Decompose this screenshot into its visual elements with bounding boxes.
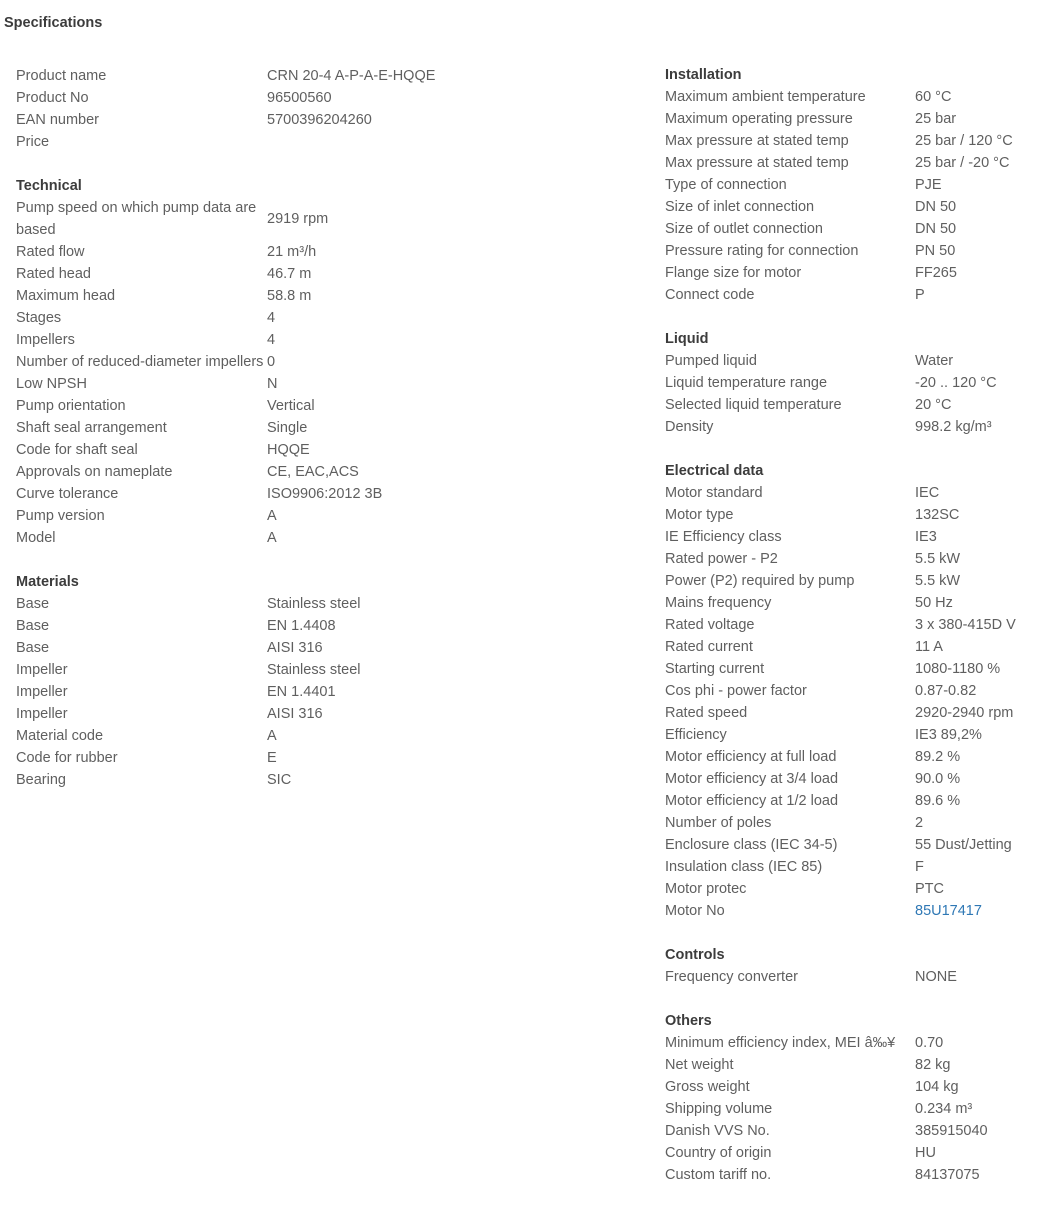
spec-row	[665, 1076, 1045, 1098]
right-spec-column	[665, 64, 1045, 1208]
spec-label: Stages	[16, 310, 62, 326]
motor-number-link[interactable]: 85U17417	[915, 903, 982, 919]
spec-row	[16, 65, 576, 87]
spec-row	[665, 592, 1045, 614]
section-title: Others	[665, 1013, 712, 1029]
spec-row	[16, 593, 576, 615]
spec-label: Rated flow	[16, 244, 85, 260]
spec-row	[665, 636, 1045, 658]
spec-value: 25 bar / 120 °C	[915, 133, 1013, 149]
spec-label: Type of connection	[665, 177, 787, 193]
spec-row	[16, 197, 576, 241]
spec-value: P	[915, 287, 925, 303]
spec-value: 89.6 %	[915, 793, 961, 809]
spec-value: 25 bar / -20 °C	[915, 155, 1010, 171]
spec-value: Stainless steel	[267, 596, 361, 612]
spec-value: IE3 89,2%	[915, 727, 982, 743]
section-title: Liquid	[665, 331, 709, 347]
spec-value: 5.5 kW	[915, 573, 961, 589]
spec-value: Water	[915, 353, 954, 369]
spec-value: IE3	[915, 529, 937, 545]
spec-row	[16, 703, 576, 725]
spec-label: Base	[16, 596, 50, 612]
spec-label: Motor protec	[665, 881, 747, 897]
spec-label: Rated speed	[665, 705, 748, 721]
section-materials	[16, 571, 576, 791]
spec-row	[665, 702, 1045, 724]
section-title: Materials	[16, 574, 79, 590]
spec-row	[16, 681, 576, 703]
spec-label: Impeller	[16, 684, 68, 700]
spec-label: Max pressure at stated temp	[665, 133, 849, 149]
spec-label: Liquid temperature range	[665, 375, 828, 391]
spec-label: Model	[16, 530, 56, 546]
spec-label: Maximum ambient temperature	[665, 89, 866, 105]
section-others	[665, 1010, 1045, 1186]
spec-row	[665, 834, 1045, 856]
spec-label: Code for shaft seal	[16, 442, 138, 458]
spec-row	[16, 87, 576, 109]
spec-value: 55 Dust/Jetting	[915, 837, 1012, 853]
page-title: Specifications	[4, 15, 103, 31]
spec-row	[665, 108, 1045, 130]
spec-value: 0	[267, 354, 276, 370]
spec-value: 5700396204260	[267, 112, 372, 128]
spec-row	[16, 527, 576, 549]
spec-value: 0.87-0.82	[915, 683, 977, 699]
section-technical	[16, 175, 576, 549]
spec-label: Efficiency	[665, 727, 727, 743]
spec-value: 2919 rpm	[267, 211, 329, 227]
spec-label: Approvals on nameplate	[16, 464, 173, 480]
spec-value: 58.8 m	[267, 288, 312, 304]
spec-row	[665, 548, 1045, 570]
spec-label: Number of poles	[665, 815, 772, 831]
spec-label: Low NPSH	[16, 376, 87, 392]
spec-row	[16, 263, 576, 285]
spec-label: Motor efficiency at 1/2 load	[665, 793, 839, 809]
spec-value: 84137075	[915, 1167, 980, 1183]
spec-label: Danish VVS No.	[665, 1123, 770, 1139]
section-general	[16, 65, 576, 153]
spec-label: Pump version	[16, 508, 105, 524]
spec-value: HQQE	[267, 442, 310, 458]
spec-value: -20 .. 120 °C	[915, 375, 997, 391]
left-spec-column	[16, 65, 576, 813]
spec-label: Country of origin	[665, 1145, 772, 1161]
spec-row	[16, 637, 576, 659]
spec-value: A	[267, 728, 277, 744]
spec-label: Product name	[16, 68, 107, 84]
spec-value: 2	[915, 815, 924, 831]
spec-row	[665, 658, 1045, 680]
spec-value: 4	[267, 332, 276, 348]
section-controls	[665, 944, 1045, 988]
spec-value: A	[267, 508, 277, 524]
spec-value: 132SC	[915, 507, 960, 523]
spec-value: 1080-1180 %	[915, 661, 1001, 677]
spec-row	[16, 241, 576, 263]
section-title: Technical	[16, 178, 82, 194]
spec-row	[665, 174, 1045, 196]
spec-label: Rated voltage	[665, 617, 755, 633]
spec-row	[665, 1164, 1045, 1186]
spec-row	[665, 504, 1045, 526]
spec-row	[665, 262, 1045, 284]
section-installation	[665, 64, 1045, 306]
spec-label: Rated power - P2	[665, 551, 778, 567]
section-title: Controls	[665, 947, 725, 963]
spec-row	[665, 856, 1045, 878]
spec-value: DN 50	[915, 221, 957, 237]
spec-row	[665, 416, 1045, 438]
spec-value: 4	[267, 310, 276, 326]
spec-row	[16, 615, 576, 637]
section-title: Installation	[665, 67, 742, 83]
spec-row	[665, 86, 1045, 108]
spec-row	[16, 285, 576, 307]
spec-value: 2920-2940 rpm	[915, 705, 1014, 721]
spec-row	[16, 373, 576, 395]
spec-row	[16, 505, 576, 527]
spec-row	[16, 659, 576, 681]
spec-value: NONE	[915, 969, 957, 985]
spec-label: Motor No	[665, 903, 725, 919]
spec-label: Impeller	[16, 662, 68, 678]
spec-value: 82 kg	[915, 1057, 951, 1073]
spec-label: Insulation class (IEC 85)	[665, 859, 823, 875]
spec-value: 20 °C	[915, 397, 952, 413]
spec-value: 89.2 %	[915, 749, 961, 765]
spec-row	[665, 570, 1045, 592]
spec-row	[665, 1142, 1045, 1164]
spec-label: Base	[16, 640, 50, 656]
spec-row	[16, 109, 576, 131]
spec-label: Impellers	[16, 332, 75, 348]
spec-value: AISI 316	[267, 706, 323, 722]
spec-label: Selected liquid temperature	[665, 397, 842, 413]
spec-row	[665, 196, 1045, 218]
spec-row	[16, 307, 576, 329]
spec-value: DN 50	[915, 199, 957, 215]
spec-row	[665, 724, 1045, 746]
spec-row	[16, 769, 576, 791]
spec-label: Connect code	[665, 287, 755, 303]
spec-value: Stainless steel	[267, 662, 361, 678]
spec-value: Single	[267, 420, 308, 436]
spec-row	[16, 461, 576, 483]
spec-value: Vertical	[267, 398, 315, 414]
spec-value: 60 °C	[915, 89, 952, 105]
spec-value: CE, EAC,ACS	[267, 464, 359, 480]
spec-label: Motor standard	[665, 485, 763, 501]
spec-label: Shipping volume	[665, 1101, 773, 1117]
spec-row	[16, 747, 576, 769]
spec-row	[665, 526, 1045, 548]
spec-row	[665, 746, 1045, 768]
spec-row	[16, 131, 576, 153]
spec-label: Maximum head	[16, 288, 116, 304]
spec-value: AISI 316	[267, 640, 323, 656]
spec-label: Rated head	[16, 266, 91, 282]
spec-label: Enclosure class (IEC 34-5)	[665, 837, 838, 853]
spec-label: Mains frequency	[665, 595, 772, 611]
spec-value: CRN 20-4 A-P-A-E-HQQE	[267, 68, 436, 84]
spec-value: 0.70	[915, 1035, 944, 1051]
spec-label: Size of outlet connection	[665, 221, 823, 237]
spec-row	[16, 439, 576, 461]
spec-value: 3 x 380-415D V	[915, 617, 1016, 633]
spec-row	[665, 394, 1045, 416]
section-electrical-data	[665, 460, 1045, 922]
spec-row	[665, 1054, 1045, 1076]
spec-label: EAN number	[16, 112, 100, 128]
spec-value: IEC	[915, 485, 940, 501]
section-liquid	[665, 328, 1045, 438]
spec-value: ISO9906:2012 3B	[267, 486, 383, 502]
spec-label: Bearing	[16, 772, 66, 788]
spec-value: 46.7 m	[267, 266, 312, 282]
spec-value: PN 50	[915, 243, 956, 259]
spec-row	[665, 350, 1045, 372]
spec-label: Minimum efficiency index, MEI â‰¥	[665, 1035, 896, 1051]
spec-label: Max pressure at stated temp	[665, 155, 849, 171]
spec-row	[16, 351, 576, 373]
spec-label: Material code	[16, 728, 104, 744]
spec-row	[16, 483, 576, 505]
spec-value: HU	[915, 1145, 936, 1161]
spec-row	[665, 768, 1045, 790]
spec-row	[665, 790, 1045, 812]
spec-row	[665, 1032, 1045, 1054]
spec-row	[665, 680, 1045, 702]
spec-value: 96500560	[267, 90, 332, 106]
spec-label: Density	[665, 419, 714, 435]
spec-row	[665, 130, 1045, 152]
spec-label: Rated current	[665, 639, 753, 655]
spec-row	[16, 417, 576, 439]
spec-label: Pressure rating for connection	[665, 243, 859, 259]
spec-row	[665, 878, 1045, 900]
spec-value: PTC	[915, 881, 944, 897]
spec-value: A	[267, 530, 277, 546]
spec-label: Pump speed on which pump data are based	[16, 200, 257, 238]
spec-value: SIC	[267, 772, 292, 788]
spec-label: Starting current	[665, 661, 765, 677]
spec-row	[16, 395, 576, 417]
spec-label: Number of reduced-diameter impellers	[16, 354, 264, 370]
spec-label: Net weight	[665, 1057, 734, 1073]
spec-row	[665, 152, 1045, 174]
spec-label: Code for rubber	[16, 750, 118, 766]
spec-label: Pump orientation	[16, 398, 126, 414]
spec-row	[665, 240, 1045, 262]
spec-label: Price	[16, 134, 50, 150]
spec-label: Size of inlet connection	[665, 199, 815, 215]
spec-row	[665, 1098, 1045, 1120]
spec-value: EN 1.4401	[267, 684, 336, 700]
spec-value: 385915040	[915, 1123, 988, 1139]
spec-label: IE Efficiency class	[665, 529, 782, 545]
spec-row	[665, 614, 1045, 636]
spec-label: Custom tariff no.	[665, 1167, 772, 1183]
spec-label: Pumped liquid	[665, 353, 757, 369]
spec-value: 50 Hz	[915, 595, 953, 611]
spec-label: Flange size for motor	[665, 265, 802, 281]
spec-row	[16, 329, 576, 351]
section-title: Electrical data	[665, 463, 764, 479]
spec-label: Frequency converter	[665, 969, 798, 985]
spec-label: Product No	[16, 90, 89, 106]
spec-value: EN 1.4408	[267, 618, 336, 634]
spec-value: PJE	[915, 177, 942, 193]
spec-label: Gross weight	[665, 1079, 750, 1095]
spec-value: 104 kg	[915, 1079, 959, 1095]
spec-value: 11 A	[915, 639, 943, 655]
spec-value: 5.5 kW	[915, 551, 961, 567]
spec-value: 90.0 %	[915, 771, 961, 787]
spec-row	[665, 372, 1045, 394]
spec-label: Impeller	[16, 706, 68, 722]
spec-label: Curve tolerance	[16, 486, 119, 502]
spec-row	[665, 900, 1045, 922]
spec-row	[665, 284, 1045, 306]
spec-label: Motor type	[665, 507, 734, 523]
spec-label: Shaft seal arrangement	[16, 420, 167, 436]
spec-label: Maximum operating pressure	[665, 111, 853, 127]
spec-label: Motor efficiency at 3/4 load	[665, 771, 839, 787]
spec-row	[665, 966, 1045, 988]
spec-row	[665, 812, 1045, 834]
spec-value: 998.2 kg/m³	[915, 419, 992, 435]
spec-value: F	[915, 859, 924, 875]
spec-value: 0.234 m³	[915, 1101, 973, 1117]
spec-label: Motor efficiency at full load	[665, 749, 837, 765]
spec-label: Base	[16, 618, 50, 634]
spec-label: Power (P2) required by pump	[665, 573, 855, 589]
spec-value: 25 bar	[915, 111, 957, 127]
spec-value: FF265	[915, 265, 957, 281]
spec-value: N	[267, 376, 278, 392]
spec-row	[665, 218, 1045, 240]
spec-row	[665, 482, 1045, 504]
spec-row	[665, 1120, 1045, 1142]
spec-row	[16, 725, 576, 747]
spec-value: E	[267, 750, 277, 766]
spec-label: Cos phi - power factor	[665, 683, 807, 699]
spec-value: 21 m³/h	[267, 244, 317, 260]
